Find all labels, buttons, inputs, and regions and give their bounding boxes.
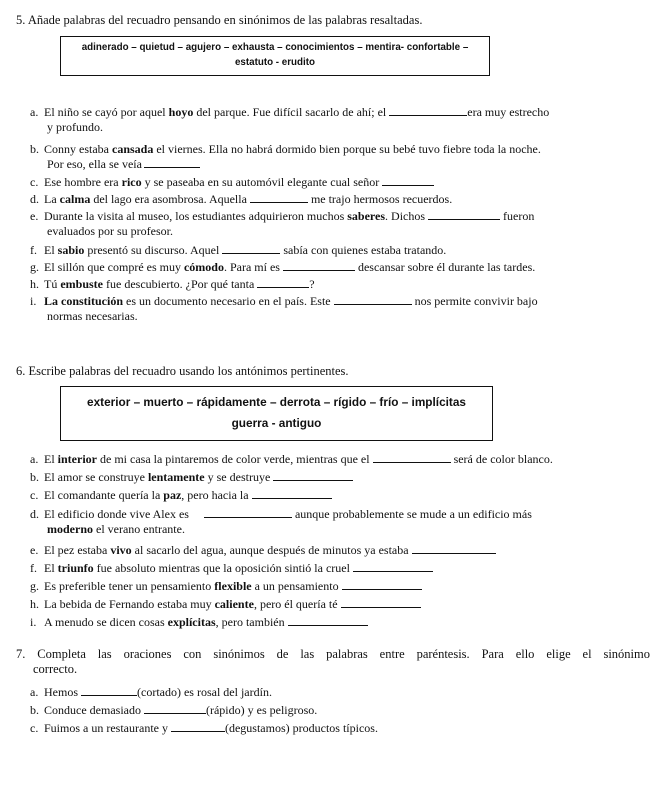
item-text: Conny estaba bbox=[44, 142, 112, 156]
item-text: , pero hacia la bbox=[181, 488, 252, 502]
item-text: y se paseaba en su automóvil elegante cual señor bbox=[141, 175, 380, 189]
item-text: El sillón que compré es muy bbox=[44, 260, 184, 274]
item-text: de mi casa la pintaremos de color verde, mientras que el bbox=[97, 452, 373, 466]
section-7-item-b bbox=[30, 703, 645, 718]
item-text: (rápido) y es peligroso. bbox=[205, 703, 318, 717]
item-text: Conduce demasiado bbox=[44, 703, 144, 717]
item-text: El bbox=[44, 452, 58, 466]
item-text: presentó su discurso. Aquel bbox=[84, 243, 223, 257]
answer-blank[interactable] bbox=[334, 294, 412, 305]
item-label: f. bbox=[30, 561, 37, 575]
item-text: fue descubierto. ¿Por qué tanta bbox=[103, 277, 258, 291]
item-text: nos permite convivir bajo bbox=[411, 294, 538, 308]
answer-blank[interactable] bbox=[341, 597, 421, 608]
section-5-item-b bbox=[30, 142, 645, 171]
answer-blank[interactable] bbox=[373, 452, 451, 463]
highlighted-word: interior bbox=[57, 452, 97, 466]
answer-blank[interactable] bbox=[252, 488, 332, 499]
section-6-box-line-2: guerra - antiguo bbox=[231, 416, 322, 430]
section-5-box-line-1: adinerado – quietud – agujero – exhausta – conocimientos – mentira- confortable – bbox=[81, 42, 469, 53]
item-text: El bbox=[44, 243, 58, 257]
answer-blank[interactable] bbox=[222, 243, 280, 254]
item-text: El pez estaba bbox=[44, 543, 111, 557]
answer-blank[interactable] bbox=[257, 277, 309, 288]
item-continuation: normas necesarias. bbox=[47, 308, 138, 323]
section-5-number: 5. bbox=[16, 13, 26, 27]
item-text: Hemos bbox=[44, 685, 81, 699]
section-5-item-i bbox=[30, 294, 645, 323]
section-5-item-h bbox=[30, 277, 645, 292]
item-text: El bbox=[44, 561, 58, 575]
item-text: a un pensamiento bbox=[251, 579, 342, 593]
item-text: fueron bbox=[500, 209, 535, 223]
section-6-title bbox=[16, 364, 349, 379]
section-6-item-d bbox=[30, 507, 645, 536]
highlighted-word: lentamente bbox=[147, 470, 205, 484]
item-label: b. bbox=[30, 703, 39, 717]
section-5-word-box bbox=[60, 36, 490, 76]
highlighted-word: caliente bbox=[214, 597, 254, 611]
highlighted-word: embuste bbox=[60, 277, 104, 291]
section-5-item-e bbox=[30, 209, 645, 238]
item-label: e. bbox=[30, 543, 39, 557]
highlighted-word: cómodo bbox=[183, 260, 224, 274]
item-text: , pero también bbox=[215, 615, 288, 629]
item-text: El niño se cayó por aquel bbox=[44, 105, 169, 119]
answer-blank[interactable] bbox=[412, 543, 496, 554]
answer-blank[interactable] bbox=[81, 685, 137, 696]
item-text: La bbox=[44, 192, 60, 206]
highlighted-word: paz bbox=[163, 488, 182, 502]
item-text: sabía con quienes estaba tratando. bbox=[280, 243, 447, 257]
item-label: g. bbox=[30, 260, 39, 274]
section-7-title bbox=[16, 647, 650, 677]
section-6-item-i bbox=[30, 615, 645, 630]
item-text: El amor se construye bbox=[44, 470, 148, 484]
item-text: La bebida de Fernando estaba muy bbox=[44, 597, 215, 611]
item-label: f. bbox=[30, 243, 37, 257]
section-6-number: 6. bbox=[16, 364, 26, 378]
section-7-instruction-line-1: Completa las oraciones con sinónimos de las palabras entre paréntesis. Para ello elige el sinónimo bbox=[37, 647, 650, 661]
item-label: i. bbox=[30, 615, 37, 629]
highlighted-word: rico bbox=[121, 175, 142, 189]
item-text: ? bbox=[309, 277, 315, 291]
section-6-box-line-1: exterior – muerto – rápidamente – derrota – rígido – frío – implícitas bbox=[87, 395, 466, 409]
item-label: b. bbox=[30, 470, 39, 484]
section-6-item-c bbox=[30, 488, 645, 503]
item-text: Tú bbox=[44, 277, 61, 291]
section-6-item-e bbox=[30, 543, 645, 558]
item-text: , pero él quería té bbox=[253, 597, 341, 611]
item-continuation: el verano entrante. bbox=[93, 521, 185, 536]
highlighted-word: La constitución bbox=[44, 294, 124, 308]
item-text: Es preferible tener un pensamiento bbox=[44, 579, 215, 593]
item-text: . Dichos bbox=[385, 209, 429, 223]
item-text: Ese hombre era bbox=[44, 175, 122, 189]
highlighted-word: moderno bbox=[47, 521, 93, 536]
item-text: . Para mí es bbox=[223, 260, 283, 274]
answer-blank[interactable] bbox=[288, 615, 368, 626]
section-5-item-f bbox=[30, 243, 645, 258]
item-text: Fuimos a un restaurante y bbox=[44, 721, 171, 735]
section-6-word-box bbox=[60, 386, 493, 441]
answer-blank[interactable] bbox=[389, 105, 467, 116]
highlighted-word: calma bbox=[59, 192, 91, 206]
item-label: i. bbox=[30, 294, 37, 308]
answer-blank[interactable] bbox=[144, 703, 206, 714]
section-7-number: 7. bbox=[16, 647, 26, 661]
item-text: Durante la visita al museo, los estudiantes adquirieron muchos bbox=[44, 209, 348, 223]
item-text: (cortado) es rosal del jardín. bbox=[137, 685, 272, 699]
highlighted-word: cansada bbox=[112, 142, 154, 156]
item-text: es un documento necesario en el país. Este bbox=[123, 294, 334, 308]
highlighted-word: sabio bbox=[57, 243, 85, 257]
item-text: A menudo se dicen cosas bbox=[44, 615, 168, 629]
item-label: a. bbox=[30, 452, 39, 466]
answer-blank[interactable] bbox=[171, 721, 225, 732]
answer-blank[interactable] bbox=[342, 579, 422, 590]
item-text: El edificio donde vive Alex es bbox=[44, 507, 192, 521]
answer-blank[interactable] bbox=[283, 260, 355, 271]
item-text: (degustamos) productos típicos. bbox=[224, 721, 378, 735]
section-6-item-a bbox=[30, 452, 645, 467]
item-text: del lago era asombrosa. Aquella bbox=[90, 192, 250, 206]
item-text: será de color blanco. bbox=[450, 452, 553, 466]
item-text: descansar sobre él durante las tardes. bbox=[354, 260, 536, 274]
section-5-instruction: Añade palabras del recuadro pensando en sinónimos de las palabras resaltadas. bbox=[27, 13, 423, 27]
item-continuation: Por eso, ella se veía bbox=[47, 156, 142, 171]
answer-blank[interactable] bbox=[204, 507, 292, 518]
highlighted-word: vivo bbox=[110, 543, 132, 557]
item-continuation: y profundo. bbox=[47, 119, 103, 134]
item-label: d. bbox=[30, 507, 39, 521]
item-label: b. bbox=[30, 142, 39, 156]
item-text: y se destruye bbox=[204, 470, 274, 484]
item-text: aunque probablemente se mude a un edificio más bbox=[291, 507, 532, 521]
item-label: h. bbox=[30, 597, 39, 611]
section-5-item-g bbox=[30, 260, 645, 275]
section-7-item-c bbox=[30, 721, 645, 736]
answer-blank[interactable] bbox=[428, 209, 500, 220]
section-6-item-b bbox=[30, 470, 645, 485]
item-text: fue absoluto mientras que la oposición sintió la cruel bbox=[93, 561, 353, 575]
item-text: al sacarlo del agua, aunque después de minutos ya estaba bbox=[131, 543, 412, 557]
item-text: del parque. Fue difícil sacarlo de ahí; el bbox=[193, 105, 390, 119]
highlighted-word: triunfo bbox=[57, 561, 94, 575]
item-text: el viernes. Ella no habrá dormido bien porque su bebé tuvo fiebre toda la noche. bbox=[153, 142, 541, 156]
highlighted-word: explícitas bbox=[167, 615, 216, 629]
item-label: h. bbox=[30, 277, 39, 291]
section-7-item-a bbox=[30, 685, 645, 700]
item-label: g. bbox=[30, 579, 39, 593]
highlighted-word: hoyo bbox=[168, 105, 194, 119]
item-label: a. bbox=[30, 105, 39, 119]
answer-blank[interactable] bbox=[250, 192, 308, 203]
item-label: d. bbox=[30, 192, 39, 206]
section-5-item-d bbox=[30, 192, 645, 207]
section-6-item-f bbox=[30, 561, 645, 576]
item-continuation: evaluados por su profesor. bbox=[47, 223, 173, 238]
answer-blank[interactable] bbox=[273, 470, 353, 481]
section-6-item-g bbox=[30, 579, 645, 594]
section-6-instruction: Escribe palabras del recuadro usando los antónimos pertinentes. bbox=[28, 364, 349, 378]
answer-blank[interactable] bbox=[353, 561, 433, 572]
item-text: El comandante quería la bbox=[44, 488, 164, 502]
item-label: c. bbox=[30, 488, 39, 502]
answer-blank[interactable] bbox=[382, 175, 434, 186]
item-text: era muy estrecho bbox=[467, 105, 550, 119]
section-7-instruction-line-2: correcto. bbox=[33, 662, 78, 676]
item-text: me trajo hermosos recuerdos. bbox=[307, 192, 453, 206]
highlighted-word: flexible bbox=[214, 579, 252, 593]
item-label: e. bbox=[30, 209, 39, 223]
item-label: c. bbox=[30, 721, 39, 735]
answer-blank[interactable] bbox=[144, 157, 200, 168]
section-5-item-c bbox=[30, 175, 645, 190]
item-label: a. bbox=[30, 685, 39, 699]
section-5-title bbox=[16, 13, 422, 28]
section-5-item-a bbox=[30, 105, 645, 134]
section-5-box-line-2: estatuto - erudito bbox=[234, 57, 315, 68]
highlighted-word: saberes bbox=[347, 209, 386, 223]
item-label: c. bbox=[30, 175, 39, 189]
section-6-item-h bbox=[30, 597, 645, 612]
